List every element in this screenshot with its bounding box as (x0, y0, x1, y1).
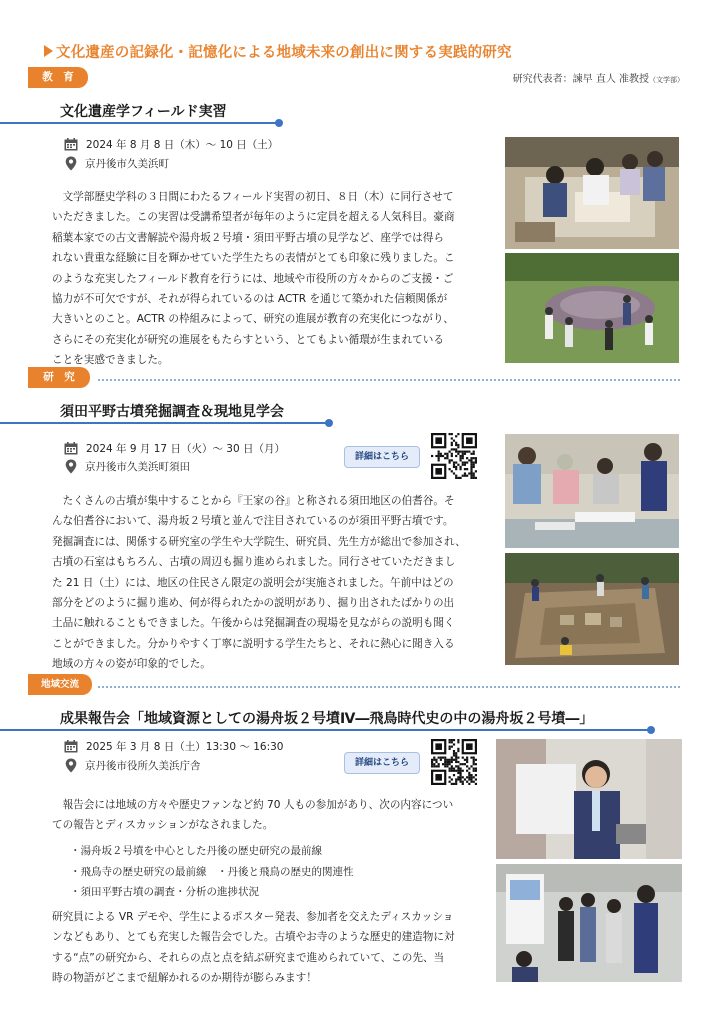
qr-code-icon[interactable] (431, 433, 477, 479)
text-line: のような充実したフィールド教育を行うには、地域や市役所の方々からのご支援・ご (52, 272, 454, 285)
location-pin-icon (65, 758, 77, 773)
text-line: 発掘調査には、関係する研究室の学生や大学院生、研究員、先生方が総出で参加され、 (52, 535, 466, 548)
text-line: する“点”の研究から、それらの点と点を結ぶ研究まで進められていて、この先、当 (52, 951, 445, 964)
text-line: 報告会には地域の方々や歴史ファンなど約 70 人もの参加があり、次の内容につい (52, 799, 454, 811)
section-title: 成果報告会「地域資源としての湯舟坂２号墳Ⅳ―飛鳥時代史の中の湯舟坂２号墳―」 (60, 711, 594, 727)
photo-field-practice-indoor (505, 137, 679, 249)
section-title: 須田平野古墳発掘調査＆現地見学会 (60, 404, 284, 420)
event-place: 京丹後市久美浜町須田 (65, 459, 190, 474)
section-tag-community: 地域交流 (28, 674, 92, 695)
bullet-item: ・湯舟坂２号墳を中心とした丹後の歴史研究の最前線 (70, 845, 322, 857)
event-place: 京丹後市久美浜町 (65, 156, 169, 171)
photo-excavation-site (505, 553, 679, 665)
text-line: た 21 日（土）には、地区の住民さん限定の説明会が実施されました。午前中はどの (52, 576, 454, 589)
location-pin-icon (65, 459, 77, 474)
event-date: 2024 年 9 月 17 日（火）～ 30 日（月） (64, 441, 285, 456)
section-body (52, 491, 490, 675)
representative: 研究代表者：諫早 直人 准教授（文学部） (512, 74, 684, 85)
text-line: ンなどもあり、とても充実した報告会でした。古墳やお寺のような歴史的建造物に対 (52, 931, 455, 944)
calendar-icon (64, 138, 78, 151)
text-line: れない貴重な経験に目を輝かせていた学生たちの表情がとても印象に残りました。こ (52, 252, 455, 265)
text-line: 文学部歴史学科の３日間にわたるフィールド実習の初日、８日（木）に同行させて (52, 191, 454, 203)
section-tag-research: 研 究 (28, 367, 90, 388)
title-underline (0, 729, 652, 731)
details-badge[interactable]: 詳細はこちら (344, 446, 420, 468)
calendar-icon (64, 442, 78, 455)
text-line: 部分をどのように掘り進め、何が得られたかの説明があり、掘り出されたばかりの出 (52, 597, 455, 610)
text-line: 大きいとのこと。ACTR の枠組みによって、研究の進展が教育の充実化につながり、 (52, 313, 455, 326)
text-line: んな伯耆谷において、湯舟坂２号墳と並んで注目されているのが須田平野古墳です。 (52, 515, 454, 528)
event-place: 京丹後市役所久美浜庁舎 (65, 758, 201, 773)
photo-briefing-session (505, 434, 679, 548)
dotted-divider (98, 686, 680, 688)
triangle-bullet-icon (44, 45, 53, 57)
bullet-list (70, 841, 354, 903)
text-line: 地域の方々の姿が印象的でした。 (52, 658, 211, 671)
text-line: 研究員による VR デモや、学生によるポスター発表、参加者を交えたディスカッショ (52, 911, 454, 923)
event-date: 2024 年 8 月 8 日（木）～ 10 日（土） (64, 137, 278, 152)
text-line: 協力が不可欠ですが、それが得られているのは ACTR を通じて築かれた信頼関係が (52, 293, 448, 306)
text-line: ことができました。分かりやすく丁寧に説明する学生たちと、それに熱心に聞き入る (52, 637, 455, 650)
details-badge[interactable]: 詳細はこちら (344, 752, 420, 774)
title-underline (0, 122, 280, 124)
bullet-item: ・須田平野古墳の調査・分析の進捗状況 (70, 886, 259, 898)
qr-code-icon[interactable] (431, 739, 477, 785)
location-pin-icon (65, 156, 77, 171)
photo-poster-session (496, 864, 682, 982)
text-line: ての報告とディスカッションがなされました。 (52, 819, 274, 832)
section-tag-education: 教 育 (28, 67, 88, 88)
text-line: いただきました。この実習は受講希望者が毎年のように定員を超える人気科目。豪商 (52, 211, 455, 224)
bullet-item: ・飛鳥寺の歴史研究の最前線 ・丹後と飛鳥の歴史的関連性 (70, 865, 354, 878)
section-body (52, 187, 490, 371)
calendar-icon (64, 740, 78, 753)
text-line: 稲葉本家での古文書解読や湯舟坂２号墳・須田平野古墳の見学など、座学では得ら (52, 231, 444, 244)
text-line: たくさんの古墳が集中することから『王家の谷』と称される須田地区の伯耆谷。そ (52, 495, 455, 507)
text-line: さらにその充実化が研究の進展をもたらすという、とてもよい循環が生まれている (52, 333, 444, 346)
section-title: 文化遺産学フィールド実習 (60, 104, 227, 120)
text-line: 土品に触れることもできました。午後からは発掘調査の現場を見ながらの説明も聞く (52, 617, 455, 630)
section-body (52, 907, 490, 989)
section-intro (52, 795, 490, 836)
page-title: 文化遺産の記録化・記憶化による地域未来の創出に関する実践的研究 (44, 41, 512, 62)
event-date: 2025 年 3 月 8 日（土）13:30 ～ 16:30 (64, 739, 283, 754)
title-underline (0, 422, 330, 424)
text-line: 時の物語がどこまで紐解かれるのか期待が膨らみます！ (52, 972, 317, 985)
dotted-divider (98, 379, 680, 381)
text-line: ことを実感できました。 (52, 354, 169, 367)
text-line: 古墳の石室はもちろん、古墳の周辺も掘り進められました。同行させていただきまし (52, 556, 456, 569)
photo-presenter (496, 739, 682, 859)
photo-field-practice-kofun (505, 253, 679, 363)
